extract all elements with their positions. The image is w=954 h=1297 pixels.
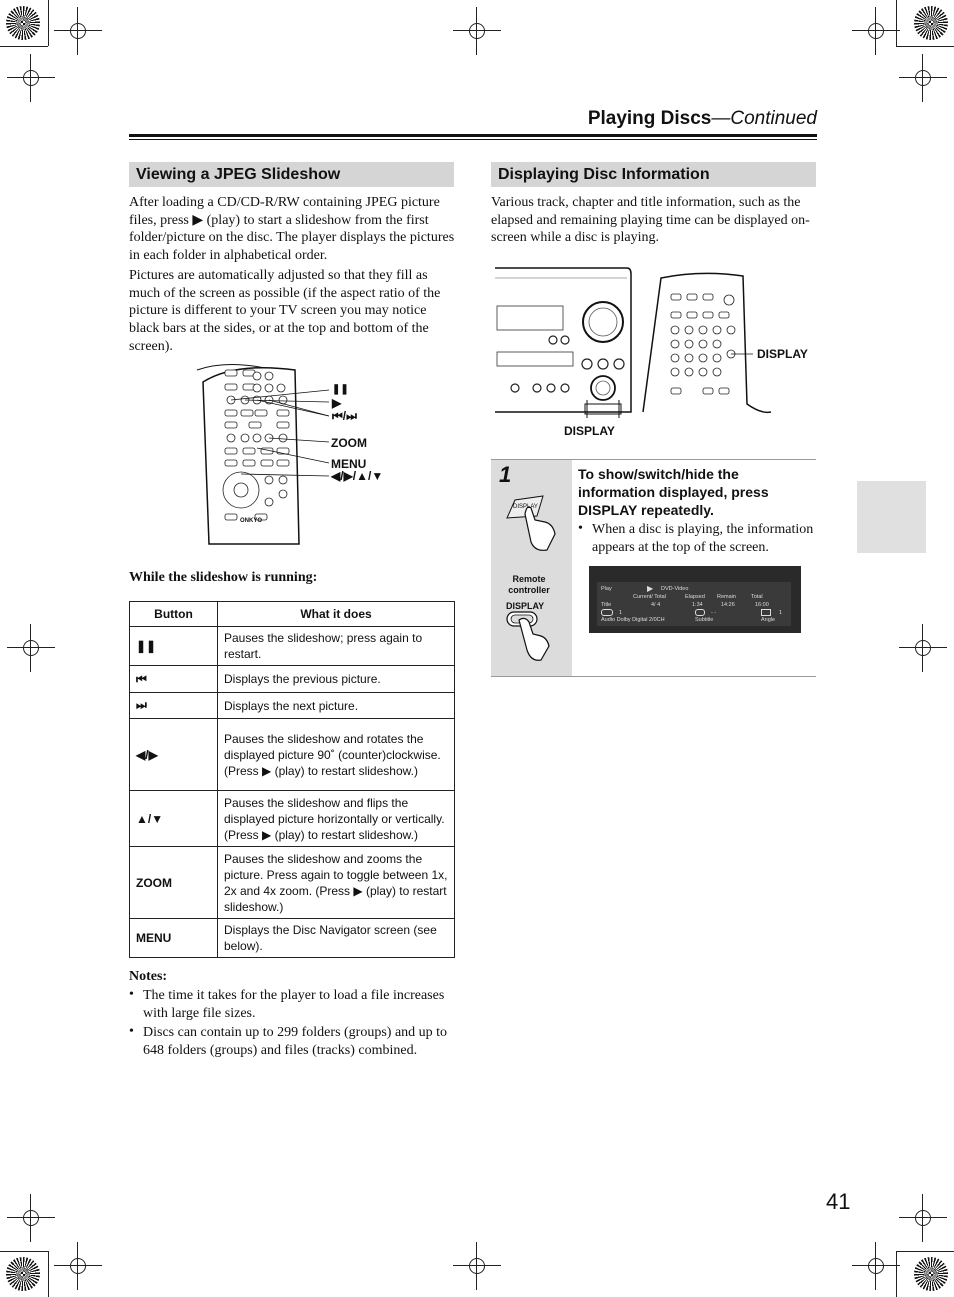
step-button-caption: DISPLAY (513, 504, 538, 510)
crosshair-mark (66, 1254, 90, 1278)
osd-chapter-icon (601, 609, 613, 616)
osd-total-value: 16:00 (755, 602, 769, 608)
crosshair-mark (465, 19, 489, 43)
callout-play: ▶ (332, 396, 342, 410)
table-cell-desc: Pauses the slideshow; press again to restart. (218, 627, 455, 666)
osd-elapsed-value: 1:34 (692, 602, 703, 608)
crosshair-mark (911, 66, 935, 90)
table-row (130, 791, 455, 847)
display-button-hand-icon (505, 610, 555, 666)
osd-audio-label: Audio Dolby Digital 2/0CH (601, 617, 665, 623)
osd-chapter-value: 1 (619, 610, 623, 616)
table-row (130, 847, 455, 919)
crosshair-mark (19, 66, 43, 90)
osd-current-total: Current/ Total (633, 594, 666, 600)
registration-mark (6, 6, 40, 40)
trim-line (896, 1251, 954, 1252)
osd-title-label: Title (601, 602, 612, 608)
osd-subtitle-label: Subtitle (695, 617, 714, 623)
header-rule (129, 134, 817, 137)
column-header-what: What it does (218, 602, 455, 627)
crosshair-mark (864, 19, 888, 43)
notes-heading: Notes: (129, 969, 168, 984)
table-row (130, 627, 455, 666)
table-header-row (130, 602, 455, 627)
osd-subtitle-value: - - (711, 610, 717, 616)
osd-angle-icon (761, 609, 771, 616)
table-cell-desc: Pauses the slideshow and rotates the displayed picture 90˚ (counter)clockwise. (Press ▶ (play) to restart slideshow.) (218, 719, 455, 791)
remote-display-label: DISPLAY (506, 601, 545, 611)
osd-elapsed-label: Elapsed (685, 594, 705, 600)
step-bullet: • (578, 521, 583, 536)
registration-mark (914, 6, 948, 40)
osd-total-label: Total (751, 594, 763, 600)
table-cell-desc: Displays the next picture. (218, 693, 455, 719)
note-item: Discs can contain up to 299 folders (groups) and up to 648 folders (groups) and files (tracks) combined. (143, 1025, 448, 1058)
jpeg-aspect-paragraph: Pictures are automatically adjusted so that they fill as much of the screen as possible (if the aspect ratio of the picture is different to your TV screen you may notice black bars at the sides, or at the top and bottom of the screen). (129, 268, 441, 354)
step-bullet-text: When a disc is playing, the information appears at the top of the screen. (592, 522, 814, 555)
step-number: 1 (499, 462, 512, 487)
callout-zoom: ZOOM (331, 436, 367, 450)
step-illustration-panel (491, 460, 572, 676)
button-function-table (129, 601, 455, 958)
pause-icon: ❚❚ (130, 627, 218, 666)
trim-line (48, 0, 49, 46)
callout-pause: ❚❚ (332, 384, 349, 395)
section-heading-disc-info: Displaying Disc Information (491, 162, 816, 187)
table-cell-desc: Displays the Disc Navigator screen (see below). (218, 919, 455, 958)
osd-remain-value: 14:26 (721, 602, 735, 608)
trim-line (896, 0, 897, 46)
osd-play-icon: ▶ (647, 584, 654, 593)
page-number: 41 (826, 1189, 851, 1214)
registration-mark (914, 1257, 948, 1291)
trim-line (0, 46, 48, 47)
hand-pressing-button-icon (501, 494, 563, 554)
callout-skip: ⏮/⏭ (332, 409, 357, 423)
osd-play-label: Play (601, 586, 612, 592)
crosshair-mark (19, 636, 43, 660)
header-continued: —Continued (711, 108, 817, 129)
brand-logo-text: ONKYO (240, 518, 263, 524)
osd-disc-type: DVD-Video (661, 586, 689, 592)
crosshair-mark (911, 636, 935, 660)
note-bullet: • (129, 1024, 134, 1039)
table-row (130, 666, 455, 693)
trim-line (48, 1251, 49, 1297)
up-down-arrow-icon: ▲/▼ (130, 791, 218, 847)
callout-menu: MENU (331, 457, 367, 471)
page-header-title: Playing Discs—Continued (587, 108, 817, 129)
jpeg-intro-paragraph: After loading a CD/CD-R/RW containing JPEG picture files, press ▶ (play) to start a slideshow from the first folder/picture on the disc. The player displays the pictures in each folder in alphabetical order. (129, 195, 455, 264)
table-row (130, 693, 455, 719)
crosshair-mark (19, 1206, 43, 1230)
osd-screen (589, 566, 801, 633)
trim-line (896, 46, 954, 47)
remote-controller-caption: Remote controller (508, 574, 550, 595)
column-header-button: Button (130, 602, 218, 627)
crosshair-mark (911, 1206, 935, 1230)
crosshair-mark (864, 1254, 888, 1278)
osd-remain-label: Remain (717, 594, 736, 600)
display-callout-unit: DISPLAY (564, 424, 615, 438)
table-cell-desc: Pauses the slideshow and flips the displayed picture horizontally or vertically. (Press ▶ (play) to restart slideshow.) (218, 791, 455, 847)
display-callout-remote: DISPLAY (757, 347, 808, 361)
table-cell-desc: Pauses the slideshow and zooms the picture. Press again to toggle between 1x, 2x and 4x zoom. (Press ▶ (play) to restart slideshow.) (218, 847, 455, 919)
trim-line (896, 1251, 897, 1297)
header-rule-thin (129, 139, 817, 140)
step-1-box (491, 459, 816, 677)
callout-arrows: ◀/▶/▲/▼ (331, 469, 384, 483)
registration-mark (6, 1257, 40, 1291)
note-item: The time it takes for the player to load a file increases with large file sizes. (143, 988, 445, 1021)
osd-subtitle-icon (695, 609, 705, 616)
osd-angle-label: Angle (761, 617, 776, 623)
note-bullet: • (129, 987, 134, 1002)
next-icon: ⏭ (130, 693, 218, 719)
osd-angle-value: 1 (779, 610, 783, 616)
disc-info-paragraph: Various track, chapter and title information, such as the elapsed and remaining playing time can be displayed on-screen while a disc is playing. (491, 195, 810, 246)
table-row (130, 719, 455, 791)
step-instruction: To show/switch/hide the information displayed, press DISPLAY repeatedly. (578, 466, 769, 518)
left-right-arrow-icon: ◀/▶ (130, 719, 218, 791)
zoom-button-label: ZOOM (130, 847, 218, 919)
while-running-heading: While the slideshow is running: (129, 570, 318, 585)
player-and-remote-illustration (491, 264, 791, 424)
remote-control-illustration (195, 362, 405, 552)
trim-line (0, 1251, 48, 1252)
section-heading-jpeg: Viewing a JPEG Slideshow (129, 162, 454, 187)
menu-button-label: MENU (130, 919, 218, 958)
crosshair-mark (465, 1254, 489, 1278)
chapter-thumb-tab (857, 481, 926, 553)
previous-icon: ⏮ (130, 666, 218, 693)
table-cell-desc: Displays the previous picture. (218, 666, 455, 693)
table-row (130, 919, 455, 958)
crosshair-mark (66, 19, 90, 43)
osd-title-value: 4/ 4 (651, 602, 661, 608)
